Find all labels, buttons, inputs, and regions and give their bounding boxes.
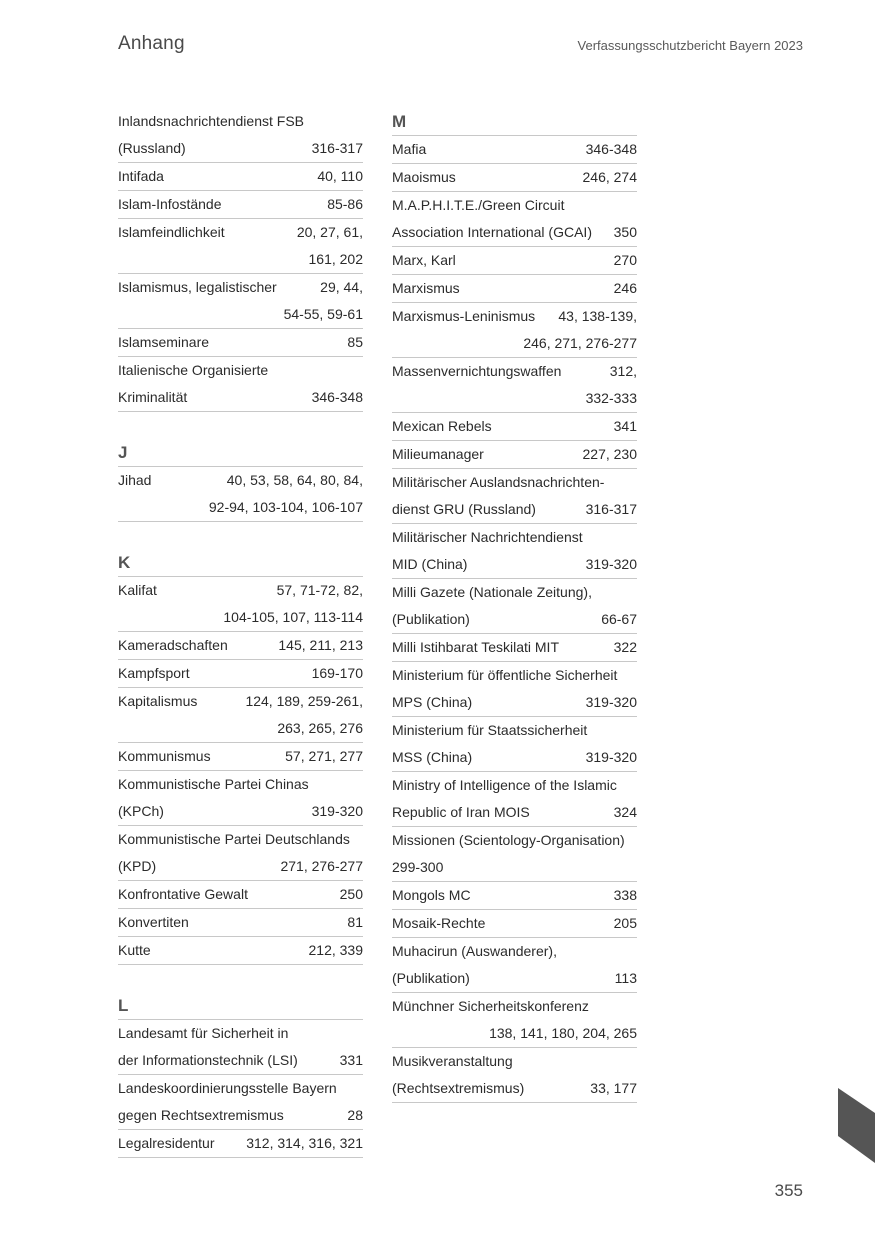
index-letter-heading: J	[118, 439, 363, 467]
index-term: MPS (China)	[392, 694, 473, 710]
page-edge-tab	[838, 1088, 875, 1163]
index-term: Kameradschaften	[118, 637, 228, 653]
index-page-refs: 316-317	[585, 501, 637, 517]
index-entry	[392, 524, 637, 579]
index-entry-line	[118, 163, 363, 190]
index-page-refs: 40, 110	[317, 168, 363, 184]
index-term: M.A.P.H.I.T.E./Green Circuit	[392, 197, 565, 213]
index-entry-line	[118, 1020, 363, 1047]
index-entry-line	[118, 853, 363, 880]
index-entry-line	[118, 604, 363, 631]
index-entry-line	[118, 1047, 363, 1074]
index-entry-line	[392, 1048, 637, 1075]
index-term: Kommunistische Partei Chinas	[118, 776, 309, 792]
index-entry	[392, 882, 637, 910]
index-term: Kampfsport	[118, 665, 190, 681]
index-entry-line	[392, 247, 637, 274]
index-page-refs	[357, 1075, 363, 1102]
index-page-refs: 161, 202	[308, 251, 363, 267]
index-entry-line	[392, 330, 637, 357]
index-page-refs: 40, 53, 58, 64, 80, 84,	[226, 472, 363, 488]
index-page-refs: 169-170	[311, 665, 363, 681]
index-entry	[118, 909, 363, 937]
index-term: Jihad	[118, 472, 152, 488]
index-page-refs: 57, 71-72, 82,	[276, 582, 363, 598]
index-term: Kriminalität	[118, 389, 188, 405]
index-entry-line	[118, 1102, 363, 1129]
index-entry-line	[118, 329, 363, 356]
index-entry-line	[392, 1020, 637, 1047]
index-page-refs: 85	[347, 334, 363, 350]
index-entry	[118, 329, 363, 357]
index-term: 299-300	[392, 859, 444, 875]
index-term: Missionen (Scientology-Organisation)	[392, 832, 625, 848]
index-term: Marx, Karl	[392, 252, 456, 268]
index-page-refs	[631, 938, 637, 965]
index-page-refs	[631, 1048, 637, 1075]
index-page-refs	[357, 826, 363, 853]
index-entry	[118, 274, 363, 329]
index-entry	[118, 743, 363, 771]
index-term: Münchner Sicherheitskonferenz	[392, 998, 589, 1014]
index-entry-line	[392, 606, 637, 633]
index-entry-line	[392, 827, 637, 854]
index-entry-line	[392, 192, 637, 219]
index-page-refs	[357, 357, 363, 384]
index-entry	[392, 717, 637, 772]
index-term: gegen Rechtsextremismus	[118, 1107, 284, 1123]
index-entry-line	[118, 191, 363, 218]
index-term: Mongols MC	[392, 887, 471, 903]
index-entry	[118, 826, 363, 881]
index-page-refs: 263, 265, 276	[277, 720, 363, 736]
index-entry-line	[118, 909, 363, 936]
index-term: Militärischer Auslandsnachrichten-	[392, 474, 605, 490]
index-term: Marxismus-Leninismus	[392, 308, 536, 324]
index-entry-line	[392, 385, 637, 412]
index-entry	[392, 441, 637, 469]
index-term: (Publikation)	[392, 970, 470, 986]
index-letter-heading: L	[118, 992, 363, 1020]
index-letter-heading: K	[118, 549, 363, 577]
index-term: Islamfeindlichkeit	[118, 224, 225, 240]
index-term: Musikveranstaltung	[392, 1053, 513, 1069]
index-page-refs: 319-320	[585, 749, 637, 765]
index-entry-line	[392, 164, 637, 191]
index-entry	[392, 275, 637, 303]
index-entry-line	[118, 384, 363, 411]
index-term: Konfrontative Gewalt	[118, 886, 248, 902]
index-term: Italienische Organisierte	[118, 362, 269, 378]
publication-title: Verfassungsschutzbericht Bayern 2023	[577, 38, 803, 53]
index-entry-line	[118, 1075, 363, 1102]
index-column-right	[392, 108, 637, 1103]
index-term: (Russland)	[118, 140, 186, 156]
index-page-refs: 341	[613, 418, 637, 434]
index-entry	[392, 192, 637, 247]
index-page-refs: 319-320	[585, 694, 637, 710]
index-page-refs: 246, 274	[582, 169, 637, 185]
index-entry-line	[118, 301, 363, 328]
index-term: (KPCh)	[118, 803, 164, 819]
index-entry	[118, 937, 363, 965]
index-entry-line	[392, 469, 637, 496]
index-entry-line	[392, 744, 637, 771]
index-page-refs	[631, 579, 637, 606]
index-entry-line	[392, 219, 637, 246]
index-entry-line	[392, 799, 637, 826]
index-page-refs: 322	[613, 639, 637, 655]
index-term: Republic of Iran MOIS	[392, 804, 530, 820]
index-page-refs: 205	[613, 915, 637, 931]
index-entry	[118, 660, 363, 688]
index-entry	[118, 632, 363, 660]
index-page-refs	[631, 524, 637, 551]
index-entry	[118, 881, 363, 909]
index-page-refs: 212, 339	[308, 942, 363, 958]
index-entry	[118, 163, 363, 191]
index-entry-line	[392, 662, 637, 689]
page-number: 355	[774, 1181, 803, 1200]
index-page-refs: 312,	[609, 363, 637, 379]
index-page-refs: 124, 189, 259-261,	[245, 693, 363, 709]
index-term: Landesamt für Sicherheit in	[118, 1025, 289, 1041]
index-term: (KPD)	[118, 858, 157, 874]
section-gap	[118, 522, 363, 549]
index-entry-line	[392, 717, 637, 744]
index-page-refs	[631, 993, 637, 1020]
index-term: Mosaik-Rechte	[392, 915, 486, 931]
index-entry	[392, 910, 637, 938]
index-term: Association International (GCAI)	[392, 224, 592, 240]
index-term: MSS (China)	[392, 749, 473, 765]
index-entry-line	[392, 496, 637, 523]
index-entry-line	[392, 358, 637, 385]
index-entry-line	[392, 965, 637, 992]
index-entry	[392, 827, 637, 882]
index-entry-line	[392, 910, 637, 937]
index-entry-line	[118, 467, 363, 494]
index-page-refs	[357, 108, 363, 135]
index-entry	[392, 469, 637, 524]
index-term: Landeskoordinierungsstelle Bayern	[118, 1080, 337, 1096]
index-entry-line	[392, 413, 637, 440]
index-entry	[118, 771, 363, 826]
index-entry-line	[392, 303, 637, 330]
index-entry	[392, 358, 637, 413]
index-letter-heading: M	[392, 108, 637, 136]
index-entry	[118, 577, 363, 632]
index-entry-line	[392, 689, 637, 716]
index-term: Mafia	[392, 141, 427, 157]
index-entry-line	[118, 937, 363, 964]
index-entry-line	[118, 826, 363, 853]
index-entry-line	[392, 938, 637, 965]
index-term: Islam-Infostände	[118, 196, 222, 212]
index-entry	[392, 136, 637, 164]
index-entry	[392, 772, 637, 827]
index-page-refs: 92-94, 103-104, 106-107	[208, 499, 363, 515]
index-page-refs: 66-67	[601, 611, 637, 627]
index-page-refs: 227, 230	[582, 446, 637, 462]
index-page-refs: 319-320	[585, 556, 637, 572]
index-entry-line	[118, 577, 363, 604]
index-page-refs: 104-105, 107, 113-114	[223, 609, 363, 625]
index-page-refs: 319-320	[311, 803, 363, 819]
index-entry-line	[392, 882, 637, 909]
index-page-refs: 338	[613, 887, 637, 903]
index-entry	[118, 467, 363, 522]
index-page-refs	[631, 854, 637, 881]
index-page-refs	[631, 827, 637, 854]
index-term: Legalresidentur	[118, 1135, 215, 1151]
index-entry	[118, 191, 363, 219]
index-page-refs: 29, 44,	[320, 279, 363, 295]
index-page-refs: 316-317	[311, 140, 363, 156]
index-entry-line	[118, 274, 363, 301]
index-page-refs: 270	[613, 252, 637, 268]
index-entry-line	[392, 579, 637, 606]
index-entry	[392, 413, 637, 441]
index-entry	[118, 108, 363, 163]
index-term: Kommunismus	[118, 748, 211, 764]
index-entry-line	[392, 136, 637, 163]
index-term: Inlandsnachrichtendienst FSB	[118, 113, 304, 129]
index-term: dienst GRU (Russland)	[392, 501, 536, 517]
index-entry	[392, 662, 637, 717]
index-entry-line	[392, 524, 637, 551]
index-column-left	[118, 108, 363, 1158]
index-page-refs: 43, 138-139,	[558, 308, 637, 324]
index-page-refs: 250	[339, 886, 363, 902]
index-entry-line	[392, 551, 637, 578]
index-page-refs: 246	[613, 280, 637, 296]
index-entry-line	[118, 108, 363, 135]
index-entry	[392, 938, 637, 993]
index-entry-line	[118, 881, 363, 908]
index-entry-line	[118, 494, 363, 521]
index-term: Ministerium für öffentliche Sicherheit	[392, 667, 618, 683]
index-entry-line	[392, 441, 637, 468]
index-term: Islamismus, legalistischer	[118, 279, 277, 295]
index-term: Islamseminare	[118, 334, 210, 350]
index-entry-line	[118, 660, 363, 687]
index-page-refs	[631, 717, 637, 744]
index-entry	[392, 1048, 637, 1103]
index-entry-line	[392, 993, 637, 1020]
index-page-refs: 246, 271, 276-277	[523, 335, 637, 351]
index-page-refs: 271, 276-277	[280, 858, 363, 874]
index-term: Maoismus	[392, 169, 456, 185]
index-entry-line	[392, 275, 637, 302]
index-term: Marxismus	[392, 280, 460, 296]
index-entry	[392, 164, 637, 192]
index-page-refs: 350	[613, 224, 637, 240]
index-entry-line	[118, 135, 363, 162]
index-term: Massenvernichtungswaffen	[392, 363, 562, 379]
index-term: Milli Istihbarat Teskilati MIT	[392, 639, 560, 655]
index-page-refs: 20, 27, 61,	[296, 224, 363, 240]
index-page-refs: 332-333	[585, 390, 637, 406]
index-page-refs: 145, 211, 213	[278, 637, 363, 653]
index-entry	[118, 219, 363, 274]
index-page-refs	[357, 1020, 363, 1047]
index-entry-line	[392, 634, 637, 661]
index-term: (Rechtsextremismus)	[392, 1080, 525, 1096]
index-page-refs: 331	[339, 1052, 363, 1068]
index-page-refs: 81	[347, 914, 363, 930]
index-entry	[392, 634, 637, 662]
index-page-refs: 312, 314, 316, 321	[246, 1135, 363, 1151]
index-entry-line	[392, 854, 637, 881]
index-entry	[118, 1130, 363, 1158]
index-entry	[392, 303, 637, 358]
index-page-refs	[631, 662, 637, 689]
index-page-refs	[357, 771, 363, 798]
index-page-refs	[631, 469, 637, 496]
index-term: Kommunistische Partei Deutschlands	[118, 831, 350, 847]
index-term: Milieumanager	[392, 446, 484, 462]
section-gap	[118, 965, 363, 992]
index-entry	[118, 357, 363, 412]
index-term: Intifada	[118, 168, 164, 184]
index-term: Kutte	[118, 942, 151, 958]
index-term: Militärischer Nachrichtendienst	[392, 529, 583, 545]
index-page-refs: 85-86	[327, 196, 363, 212]
index-entry	[392, 579, 637, 634]
index-entry-line	[392, 1075, 637, 1102]
index-term: Mexican Rebels	[392, 418, 492, 434]
index-entry-line	[118, 357, 363, 384]
index-page-refs: 33, 177	[590, 1080, 637, 1096]
index-entry-line	[118, 771, 363, 798]
index-entry-line	[118, 743, 363, 770]
index-page-refs: 346-348	[585, 141, 637, 157]
index-entry-line	[118, 246, 363, 273]
index-entry-line	[118, 715, 363, 742]
index-page-refs: 346-348	[311, 389, 363, 405]
index-entry-line	[118, 219, 363, 246]
section-title: Anhang	[118, 33, 185, 54]
index-page-refs: 113	[614, 970, 637, 986]
index-page-refs: 28	[347, 1107, 363, 1123]
index-term: Milli Gazete (Nationale Zeitung),	[392, 584, 592, 600]
index-entry	[118, 1075, 363, 1130]
index-entry-line	[118, 798, 363, 825]
index-page-refs: 138, 141, 180, 204, 265	[489, 1025, 637, 1041]
index-page-refs: 57, 271, 277	[285, 748, 363, 764]
index-term: MID (China)	[392, 556, 468, 572]
index-entry-line	[118, 1130, 363, 1157]
index-term: der Informationstechnik (LSI)	[118, 1052, 298, 1068]
index-term: Ministry of Intelligence of the Islamic	[392, 777, 617, 793]
index-term: (Publikation)	[392, 611, 470, 627]
section-gap	[118, 412, 363, 439]
index-term: Muhacirun (Auswanderer),	[392, 943, 557, 959]
index-entry	[392, 247, 637, 275]
index-entry	[118, 688, 363, 743]
index-term: Kalifat	[118, 582, 157, 598]
index-entry-line	[392, 772, 637, 799]
index-page-refs	[631, 192, 637, 219]
index-entry	[392, 993, 637, 1048]
index-term: Konvertiten	[118, 914, 189, 930]
index-term: Ministerium für Staatssicherheit	[392, 722, 588, 738]
index-page-refs	[631, 772, 637, 799]
index-term: Kapitalismus	[118, 693, 198, 709]
index-entry-line	[118, 688, 363, 715]
index-entry	[118, 1020, 363, 1075]
index-page-refs: 54-55, 59-61	[283, 306, 363, 322]
index-page-refs: 324	[613, 804, 637, 820]
index-entry-line	[118, 632, 363, 659]
